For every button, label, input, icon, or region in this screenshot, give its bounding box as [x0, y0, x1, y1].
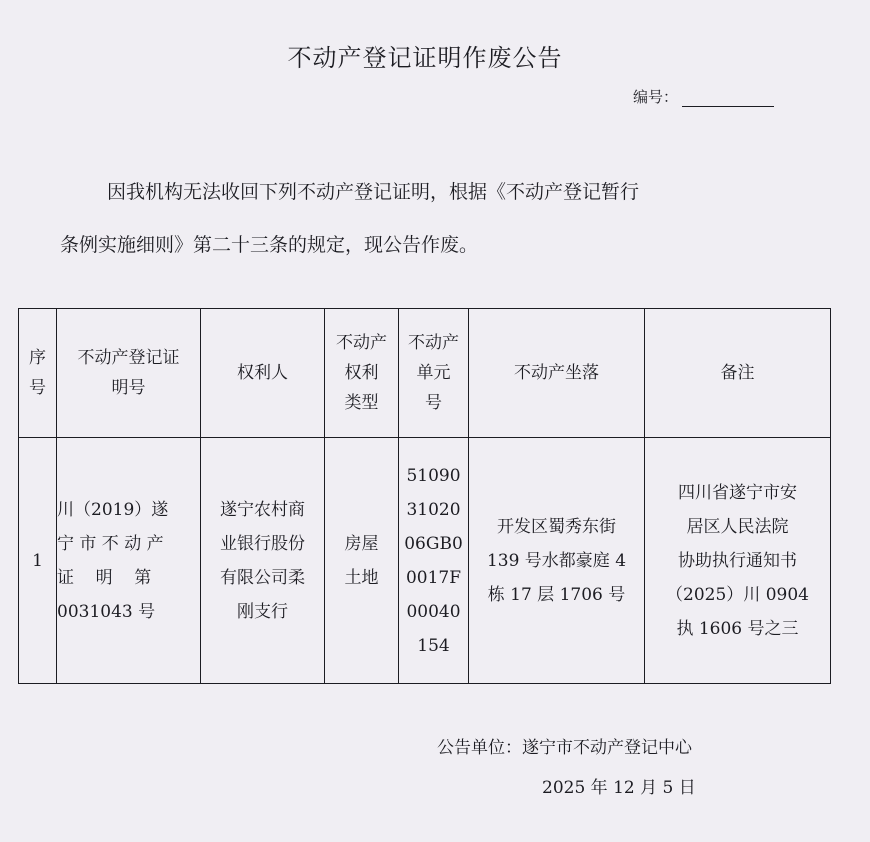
notice-paragraph-line-1: 因我机构无法收回下列不动产登记证明，根据《不动产登记暂行 [107, 181, 640, 203]
holder-line: 有限公司柔 [220, 567, 305, 588]
serial-number-label: 编号： [633, 88, 679, 106]
table-header-row [19, 309, 831, 438]
page-title: 不动产登记证明作废公告 [287, 44, 563, 72]
serial-number-blank [682, 90, 774, 107]
header-type-line: 权利 [344, 363, 379, 383]
cell-location [469, 438, 645, 684]
header-unit-number [399, 309, 469, 438]
unit-line: 31020 [406, 499, 461, 520]
header-type-line: 类型 [344, 393, 379, 413]
unit-line: 00040 [406, 601, 461, 622]
unit-line: 154 [417, 635, 450, 656]
certificate-table [18, 308, 831, 684]
type-line: 房屋 [344, 533, 379, 554]
holder-line: 刚支行 [237, 601, 288, 622]
seq-value: 1 [32, 550, 43, 571]
cell-right-holder [201, 438, 325, 684]
header-seq-line: 序 [29, 348, 46, 368]
cert-line: 0031043 号 [57, 601, 156, 622]
header-seq-line: 号 [29, 378, 46, 398]
header-cert-line: 明号 [111, 378, 146, 398]
header-remark-line: 备注 [720, 363, 755, 383]
header-right-holder [201, 309, 325, 438]
holder-line: 遂宁农村商 [220, 499, 305, 520]
issuing-unit: 公告单位：遂宁市不动产登记中心 [437, 738, 692, 758]
header-unit-line: 单元 [416, 363, 451, 383]
issue-date: 2025 年 12 月 5 日 [542, 778, 696, 798]
cell-right-type [325, 438, 399, 684]
cell-remark [645, 438, 831, 684]
header-remark [645, 309, 831, 438]
header-seq [19, 309, 57, 438]
location-line: 栋 17 层 1706 号 [487, 584, 626, 605]
notice-paragraph-line-2: 条例实施细则》第二十三条的规定，现公告作废。 [60, 234, 479, 256]
location-line: 139 号水都豪庭 4 [486, 550, 627, 571]
header-right-type [325, 309, 399, 438]
unit-line: 0017F [405, 567, 462, 588]
remark-line: 四川省遂宁市安 [678, 482, 797, 503]
header-holder-line: 权利人 [237, 363, 288, 383]
cell-unit-number [399, 438, 469, 684]
header-unit-line: 号 [425, 393, 442, 413]
header-location [469, 309, 645, 438]
table-row [19, 438, 831, 684]
unit-line: 06GB0 [404, 533, 463, 554]
cert-line: 川（2019）遂 [57, 499, 169, 520]
header-certificate-number [57, 309, 201, 438]
header-location-line: 不动产坐落 [514, 363, 599, 383]
type-line: 土地 [344, 567, 379, 588]
remark-line: 协助执行通知书 [678, 550, 797, 571]
remark-line: 执 1606 号之三 [676, 618, 799, 639]
cert-line: 宁 市 不 动 产 [57, 533, 164, 554]
header-unit-line: 不动产 [408, 333, 459, 353]
header-cert-line: 不动产登记证 [77, 348, 180, 368]
remark-line: 居区人民法院 [686, 516, 789, 537]
unit-line: 51090 [406, 465, 461, 486]
serial-number-field [633, 86, 774, 107]
location-line: 开发区蜀秀东街 [497, 516, 616, 537]
cert-line: 证 明 第 [57, 567, 152, 588]
cell-certificate-number [57, 438, 201, 684]
remark-line: （2025）川 0904 [666, 584, 809, 605]
holder-line: 业银行股份 [220, 533, 305, 554]
cell-seq [19, 438, 57, 684]
header-type-line: 不动产 [336, 333, 387, 353]
